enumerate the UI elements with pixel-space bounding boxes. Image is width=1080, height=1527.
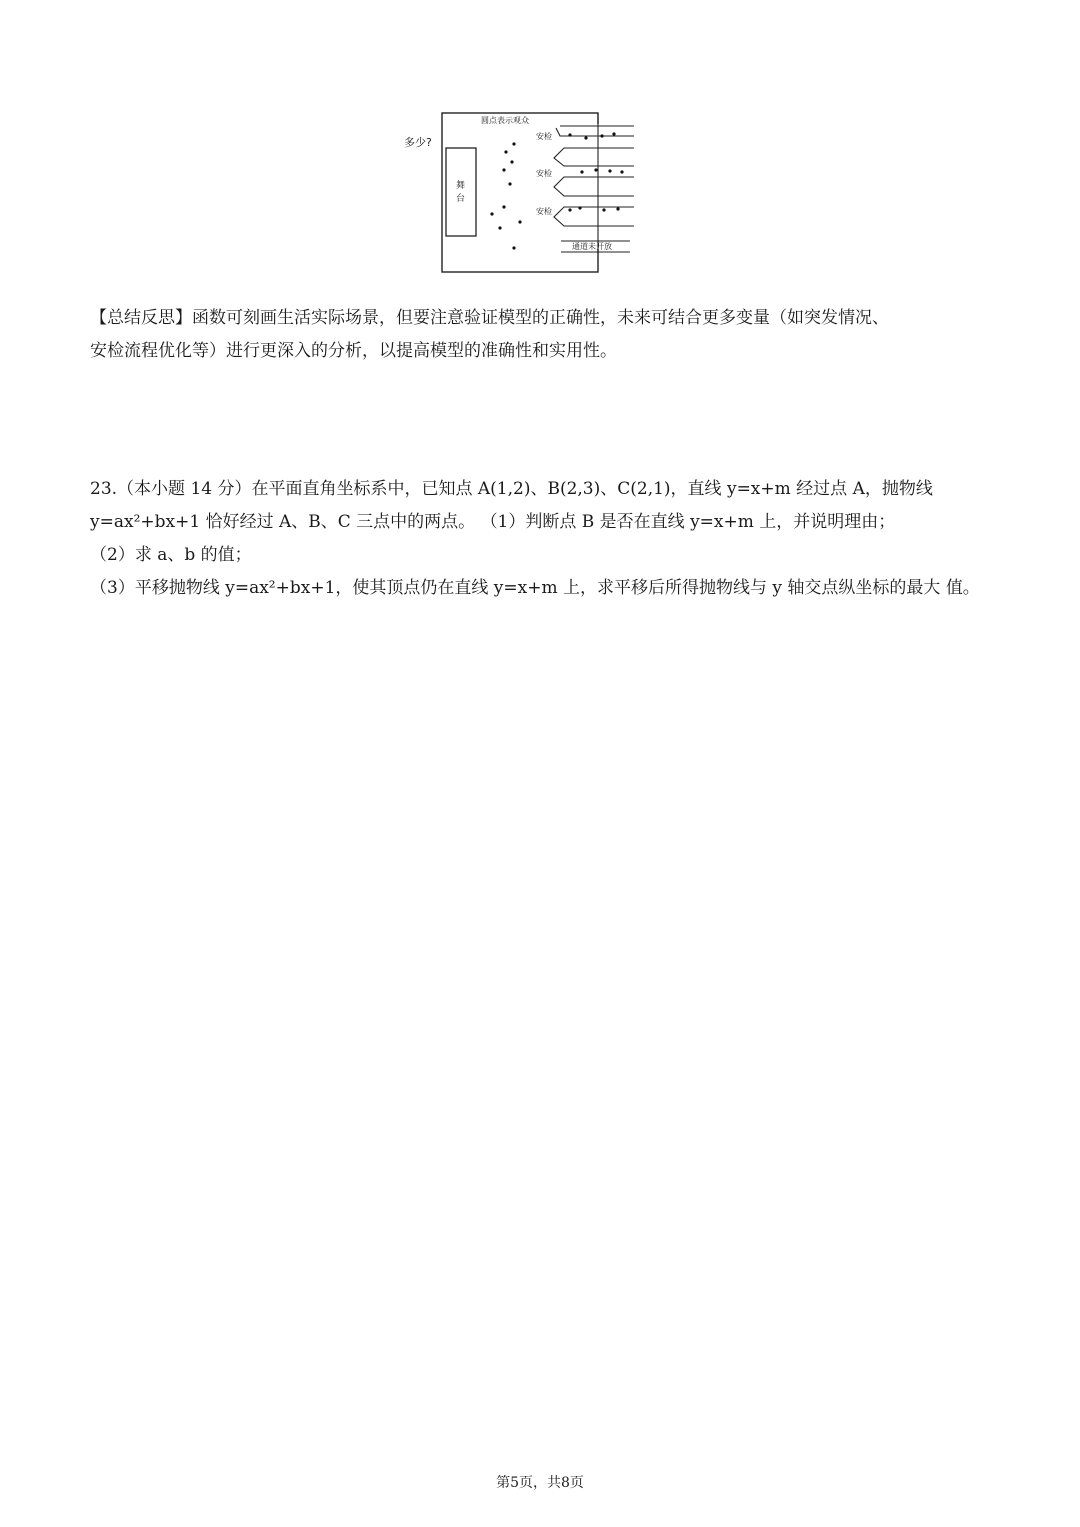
security-channels xyxy=(554,114,634,252)
summary-paragraph xyxy=(90,302,990,368)
summary-text-1: 函数可刻画生活实际场景，但要注意验证模型的正确性，未来可结合更多变量（如突发情况、 xyxy=(192,308,889,328)
venue-diagram-svg xyxy=(396,104,646,280)
summary-line-2: 安检流程优化等）进行更深入的分析，以提高模型的准确性和实用性。 xyxy=(90,341,617,361)
stage-box xyxy=(446,148,476,236)
legend-text: 圆点表示观众 xyxy=(481,116,529,125)
stage-label-1: 舞 xyxy=(456,181,466,191)
closed-channel-label: 通道未开放 xyxy=(572,242,612,251)
checkpoint-label-1: 安检 xyxy=(536,132,552,141)
question-label: 多少? xyxy=(404,136,432,149)
question-2: （2）求 a、b 的值； xyxy=(90,545,252,565)
stage-label-2: 台 xyxy=(456,194,466,204)
page-footer: 第5页，共8页 xyxy=(496,1475,584,1491)
checkpoint-label-2: 安检 xyxy=(536,169,552,178)
summary-line-1 xyxy=(90,308,889,328)
problem-23 xyxy=(90,473,990,605)
venue-diagram xyxy=(396,104,646,280)
question-3-line-2: 值。 xyxy=(945,578,980,598)
problem-stem-line-1: 23.（本小题 14 分）在平面直角坐标系中，已知点 A(1,2)、B(2,3)、C(2,1)，直线 y=x+m 经过点 A，抛物线 xyxy=(90,479,933,499)
summary-heading: 【总结反思】 xyxy=(90,308,192,328)
question-3-line-1: （3）平移抛物线 y=ax²+bx+1，使其顶点仍在直线 y=x+m 上，求平移后所得抛物线与 y 轴交点纵坐标的最大 xyxy=(90,578,941,598)
checkpoint-label-3: 安检 xyxy=(536,207,552,216)
audience-dots xyxy=(490,132,623,249)
problem-stem-line-2: y=ax²+bx+1 恰好经过 A、B、C 三点中的两点。 xyxy=(90,512,476,532)
question-1: （1）判断点 B 是否在直线 y=x+m 上，并说明理由； xyxy=(480,512,896,532)
